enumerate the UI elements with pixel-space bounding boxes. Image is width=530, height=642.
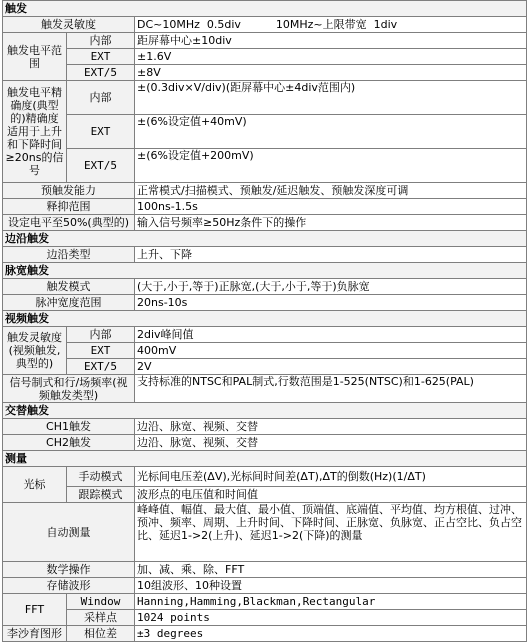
spec-value: ±(6%设定值+40mV): [135, 115, 527, 149]
section-title: 触发: [3, 1, 527, 17]
spec-label: FFT: [3, 594, 67, 626]
spec-sublabel: EXT/5: [67, 149, 135, 183]
spec-sublabel: 采样点: [67, 610, 135, 626]
row-measure-storage: [3, 578, 527, 594]
spec-sublabel: 内部: [67, 81, 135, 115]
spec-label: 触发电平范围: [3, 33, 67, 81]
spec-value: ±8V: [135, 65, 527, 81]
spec-sublabel: EXT: [67, 115, 135, 149]
spec-sublabel: 内部: [67, 327, 135, 343]
spec-value: 10组波形、10种设置: [135, 578, 527, 594]
row-trigger-sensitivity: [3, 17, 527, 33]
spec-label: 光标: [3, 467, 67, 503]
spec-label: 自动测量: [3, 503, 135, 562]
spec-label: 边沿类型: [3, 247, 135, 263]
spec-value: (大于,小于,等于)正脉宽,(大于,小于,等于)负脉宽: [135, 279, 527, 295]
section-title: 边沿触发: [3, 231, 527, 247]
row-trigger-level-range: [3, 33, 527, 49]
row-trigger-holdoff: [3, 199, 527, 215]
section-title: 交替触发: [3, 403, 527, 419]
spec-value: 2div峰间值: [135, 327, 527, 343]
spec-sublabel: EXT: [67, 343, 135, 359]
section-edge: [3, 231, 527, 247]
spec-value: Hanning,Hamming,Blackman,Rectangular: [135, 594, 527, 610]
spec-value: 距屏幕中心±10div: [135, 33, 527, 49]
spec-label: 存储波形: [3, 578, 135, 594]
row-video-format: [3, 375, 527, 403]
spec-sublabel: EXT/5: [67, 65, 135, 81]
spec-value: 20ns-10s: [135, 295, 527, 311]
spec-sublabel: 跟踪模式: [67, 487, 135, 503]
spec-label: 数学操作: [3, 562, 135, 578]
row-trigger-level-50: [3, 215, 527, 231]
row-trigger-level-accuracy: [3, 149, 527, 183]
spec-sublabel: Window: [67, 594, 135, 610]
row-measure-cursor: [3, 487, 527, 503]
section-alternate: [3, 403, 527, 419]
row-pulse-mode: [3, 279, 527, 295]
spec-label: CH1触发: [3, 419, 135, 435]
row-trigger-pretrigger: [3, 183, 527, 199]
spec-label: 信号制式和行/场频率(视频触发类型): [3, 375, 135, 403]
spec-sublabel: 手动模式: [67, 467, 135, 487]
section-title: 脉宽触发: [3, 263, 527, 279]
spec-value: 光标间电压差(ΔV),光标间时间差(ΔT),ΔT的倒数(Hz)(1/ΔT): [135, 467, 527, 487]
spec-value: 波形点的电压值和时间值: [135, 487, 527, 503]
section-title: 测量: [3, 451, 527, 467]
row-video-sensitivity: [3, 343, 527, 359]
spec-value: 400mV: [135, 343, 527, 359]
spec-value: 100ns-1.5s: [135, 199, 527, 215]
spec-value: ±3 degrees: [135, 626, 527, 642]
spec-sublabel: 相位差: [67, 626, 135, 642]
spec-label: 触发灵敏度: [3, 17, 135, 33]
row-pulse-range: [3, 295, 527, 311]
row-measure-fft: [3, 610, 527, 626]
row-alternate-ch2: [3, 435, 527, 451]
spec-value: ±(0.3div×V/div)(距屏幕中心±4div范围内): [135, 81, 527, 115]
spec-sublabel: EXT/5: [67, 359, 135, 375]
spec-value: 边沿、脉宽、视频、交替: [135, 435, 527, 451]
spec-value: 上升、下降: [135, 247, 527, 263]
row-trigger-level-accuracy: [3, 115, 527, 149]
spec-value: ±1.6V: [135, 49, 527, 65]
spec-label: 触发电平精确度(典型的)精确度适用于上升和下降时间≥20ns的信号: [3, 81, 67, 183]
row-measure-lissajous: [3, 626, 527, 642]
row-measure-math: [3, 562, 527, 578]
spec-value: 支持标准的NTSC和PAL制式,行数范围是1-525(NTSC)和1-625(PAL): [135, 375, 527, 403]
spec-sublabel: 内部: [67, 33, 135, 49]
spec-label: 预触发能力: [3, 183, 135, 199]
section-video: [3, 311, 527, 327]
spec-table: [2, 0, 527, 642]
row-measure-auto: [3, 503, 527, 562]
row-alternate-ch1: [3, 419, 527, 435]
spec-value: 边沿、脉宽、视频、交替: [135, 419, 527, 435]
spec-value: 峰峰值、幅值、最大值、最小值、顶端值、底端值、平均值、均方根值、过冲、预冲、频率、周期、上升时间、下降时间、正脉宽、负脉宽、正占空比、负占空比、延迟1->2(上升)、延迟1->2(下降)的测量: [135, 503, 527, 562]
spec-value: 正常模式/扫描模式、预触发/延迟触发、预触发深度可调: [135, 183, 527, 199]
row-trigger-level-accuracy: [3, 81, 527, 115]
row-trigger-level-range: [3, 49, 527, 65]
row-video-sensitivity: [3, 359, 527, 375]
spec-label: 触发模式: [3, 279, 135, 295]
spec-label: 设定电平至50%(典型的): [3, 215, 135, 231]
section-pulse: [3, 263, 527, 279]
spec-value: DC~10MHz 0.5div 10MHz~上限带宽 1div: [135, 17, 527, 33]
spec-value: 输入信号频率≥50Hz条件下的操作: [135, 215, 527, 231]
spec-value: ±(6%设定值+200mV): [135, 149, 527, 183]
spec-value: 1024 points: [135, 610, 527, 626]
row-trigger-level-range: [3, 65, 527, 81]
spec-label: 李沙育图形: [3, 626, 67, 642]
spec-label: 触发灵敏度(视频触发,典型的): [3, 327, 67, 375]
spec-label: CH2触发: [3, 435, 135, 451]
spec-value: 加、减、乘、除、FFT: [135, 562, 527, 578]
section-trigger: [3, 1, 527, 17]
section-measure: [3, 451, 527, 467]
row-edge-type: [3, 247, 527, 263]
spec-label: 释抑范围: [3, 199, 135, 215]
spec-value: 2V: [135, 359, 527, 375]
row-measure-fft: [3, 594, 527, 610]
row-measure-cursor: [3, 467, 527, 487]
spec-sublabel: EXT: [67, 49, 135, 65]
row-video-sensitivity: [3, 327, 527, 343]
spec-label: 脉冲宽度范围: [3, 295, 135, 311]
section-title: 视频触发: [3, 311, 527, 327]
